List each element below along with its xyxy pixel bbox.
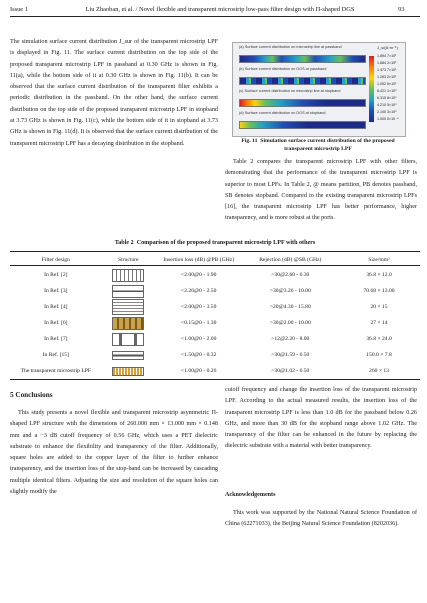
- table-row: [10, 283, 420, 299]
- colorbar-tick: 1.684 2×10¹: [377, 61, 397, 65]
- table-cell-size: 260 × 13: [369, 368, 389, 374]
- table-header-cell: Filter design: [41, 257, 70, 263]
- table-cell-loss: <2.00@0 - 1.90: [181, 272, 217, 278]
- structure-thumbnail: [112, 285, 144, 298]
- colorbar-title: J_s/(A·m⁻¹): [377, 45, 398, 50]
- table-row: [10, 299, 420, 315]
- body-paragraph-table-comparison: Table 2 compares the transparent microstrip LPF with other filters, demonstrating that the performance of the transparent microstrip LPF is superior to most LPFs. In Table 2, @ means partition, PB denotes passband, SB denotes stopband. Compared to the existing transparent microstrip LPFs [16], the transparent microstrip LPF has better performance, higher transparency, and is more robust at the ports.: [225, 159, 417, 222]
- figure-panel-c: [236, 89, 365, 109]
- table-row: [10, 347, 420, 363]
- figure-panel-a: [236, 45, 365, 65]
- table-cell-size: 36.8 × 12.0: [366, 272, 392, 278]
- acknowledgements-heading: Acknowledgements: [225, 492, 276, 498]
- colorbar-tick: 1.473 7×10¹: [377, 68, 397, 72]
- table-row: [10, 331, 420, 347]
- table-cell-size: 27 × 14: [370, 320, 388, 326]
- current-map-b: [239, 77, 366, 85]
- colorbar-tick: 1.894 7×10¹: [377, 54, 397, 58]
- table-cell-rejection: >30@2.00 - 10.00: [269, 320, 311, 326]
- table-cell-design: In Ref. [4]: [44, 304, 68, 310]
- figure-caption: [236, 137, 400, 153]
- current-map-d: [239, 121, 366, 129]
- table-header-cell: Structure: [118, 257, 139, 263]
- body-paragraph-conclusions-continued: cutoff frequency and change the insertion loss of the transparent microstrip LPF. According to the actual measured results, the insertion loss of the transparent microstrip LPF is less than 1.0 dB for the passband below 0.26 GHz, and more than 30 dB for the stopband range above 1.02 GHz. The transparency of the filter can be enhanced in the future by replacing the dielectric substrate with a material with better transparency.: [225, 387, 417, 450]
- table-cell-design: In Ref. [3]: [44, 288, 68, 294]
- current-map-c: [239, 99, 366, 107]
- table-cell-size: 20 × 15: [370, 304, 388, 310]
- figure-panel-b: [236, 67, 365, 87]
- table-cell-loss: <0.15@0 - 1.30: [181, 320, 217, 326]
- structure-thumbnail: [112, 317, 144, 330]
- table-header-cell: Insertion loss (dB) @PB (GHz): [163, 257, 235, 263]
- body-paragraph-surface-current: The simulation surface current distribution J_sur of the transparent microstrip LPF is displayed in Fig. 11. The surface current distribution on the top side of the proposed transparent microstrip LPF in passband at 0.30 GHz is shown in Fig. 11(a), while the bottom side of it at 0.30 GHz is shown in Fig. 11(b). It can be observed that the surface current distribution of the transparent filter exhibits a periodic distribution in the passband. On the other hand, the surface current distribution on the top side of the proposed transparent microstrip LPF in stopband at 3.73 GHz is shown in Fig. 11(c), while the bottom side of it in stopband at 3.73 GHz is shown in Fig. 11(d). It is observed that the surface current distribution of the transparent microstrip LPF has a decaying distribution in the stopband.: [10, 39, 218, 147]
- panel-a-label: (a) Surface current distribution on microstrip line at passband: [239, 45, 342, 49]
- colorbar-tick: 1.052 6×10¹: [377, 82, 397, 86]
- table-row: [10, 267, 420, 283]
- table-cell-rejection: >30@1.59 - 6.50: [271, 352, 310, 358]
- acknowledgements-text: This work was supported by the National Natural Science Foundation of China (62271033), the Beijing Natural Science Foundation (8202036).: [225, 510, 417, 528]
- table-cell-design: The transparent microstrip LPF: [20, 368, 91, 374]
- figure-caption-text: Simulation surface current distribution of the proposed transparent microstrip LPF: [260, 138, 395, 152]
- table-cell-design: In Ref. [2]: [44, 272, 68, 278]
- table-cell-structure: [102, 315, 155, 331]
- issue-label: Issue 1: [10, 6, 28, 13]
- panel-d-label: (d) Surface current distribution on DGS at stopband: [239, 111, 326, 115]
- running-title: Liu Zhaoban, et al. / Novel flexible and transparent microstrip low-pass filter design with Π-shaped DGS: [85, 6, 355, 13]
- table-cell-rejection: >12@2.20 - 8.00: [271, 336, 310, 342]
- structure-thumbnail: [112, 299, 144, 315]
- table-cell-design: In Ref. [7]: [44, 336, 68, 342]
- table-cell-structure: [102, 331, 155, 347]
- figure-11: [232, 42, 406, 137]
- panel-b-label: (b) Surface current distribution on DGS at passband: [239, 67, 327, 71]
- table-cell-loss: <2.26@0 - 2.50: [181, 288, 217, 294]
- structure-thumbnail: [112, 367, 144, 376]
- table-cell-loss: <1.00@0 - 2.00: [181, 336, 217, 342]
- colorbar: [369, 56, 374, 122]
- table-cell-design: In Ref. [6]: [44, 320, 68, 326]
- structure-thumbnail: [112, 269, 144, 282]
- figure-caption-label: Fig. 11: [241, 138, 258, 144]
- colorbar-tick: 6.315 8×10⁰: [377, 96, 397, 100]
- panel-c-label: (c) Surface current distribution on microstrip line at stopband: [239, 89, 341, 93]
- table-top-rule: [10, 251, 420, 252]
- current-map-a: [239, 55, 366, 63]
- table-cell-structure: [102, 363, 155, 379]
- structure-thumbnail: [112, 333, 144, 346]
- table-bottom-rule: [10, 379, 420, 380]
- figure-panel-d: [236, 111, 365, 131]
- table-cell-rejection: >20@4.30 - 15.80: [269, 304, 311, 310]
- table-header-rule: [10, 265, 420, 266]
- table-title: [10, 240, 420, 246]
- table-title-text: Comparison of the proposed transparent microstrip LPF with others: [136, 240, 316, 246]
- table-header-cell: Rejection (dB) @SB (GHz): [259, 257, 322, 263]
- table-cell-structure: [102, 299, 155, 315]
- comparison-table: [10, 253, 420, 379]
- table-cell-loss: <1.50@0 - 0.32: [181, 352, 217, 358]
- table-header-cell: Size/mm²: [368, 257, 390, 263]
- table-cell-loss: <1.00@0 - 0.26: [181, 368, 217, 374]
- page-number: 93: [398, 6, 405, 13]
- body-paragraph-conclusions: This study presents a novel flexible and transparent microstrip asymmetric Π-shaped LPF structure with the dimensions of 260.000 mm × 13.000 mm × 0.148 mm and a −3 dB cutoff frequency of 0.56 GHz, which uses a PET dielectric substrate to enhance the flexibility and transparency of the filter. Additionally, square holes are added to the copper layer of the filter to further enhance transparency, and the insertion loss of the stop-band can be increased by cascading multiple identical filters. Adjusting the size and resolution of the square holes can slightly modify the: [10, 410, 218, 496]
- table-cell-size: 70.68 × 13.00: [363, 288, 395, 294]
- section-heading-conclusions: 5 Conclusions: [10, 391, 53, 399]
- structure-thumbnail: [112, 351, 144, 360]
- colorbar-tick: 4.210 5×10⁰: [377, 103, 397, 107]
- table-cell-rejection: >30@1.02 - 6.50: [271, 368, 310, 374]
- table-cell-loss: <2.00@0 - 3.50: [181, 304, 217, 310]
- table-cell-structure: [102, 347, 155, 363]
- table-cell-size: 36.8 × 24.0: [366, 336, 392, 342]
- table-cell-structure: [102, 267, 155, 283]
- colorbar-tick: 2.105 3×10⁰: [377, 110, 397, 114]
- table-label: Table 2: [114, 240, 134, 246]
- header-rule: [10, 16, 420, 17]
- table-row: [10, 363, 420, 379]
- table-cell-rejection: >30@2.60 - 6.30: [271, 272, 310, 278]
- table-row: [10, 315, 420, 331]
- table-cell-rejection: >30@3.26 - 10.00: [269, 288, 311, 294]
- table-cell-size: 150.0 × 7.8: [366, 352, 392, 358]
- table-cell-structure: [102, 283, 155, 299]
- table-cell-design: In Ref. [15]: [42, 352, 69, 358]
- colorbar-tick: 1.000 0×10⁻⁴: [377, 117, 399, 121]
- colorbar-tick: 8.421 1×10⁰: [377, 89, 397, 93]
- colorbar-tick: 1.263 2×10¹: [377, 75, 397, 79]
